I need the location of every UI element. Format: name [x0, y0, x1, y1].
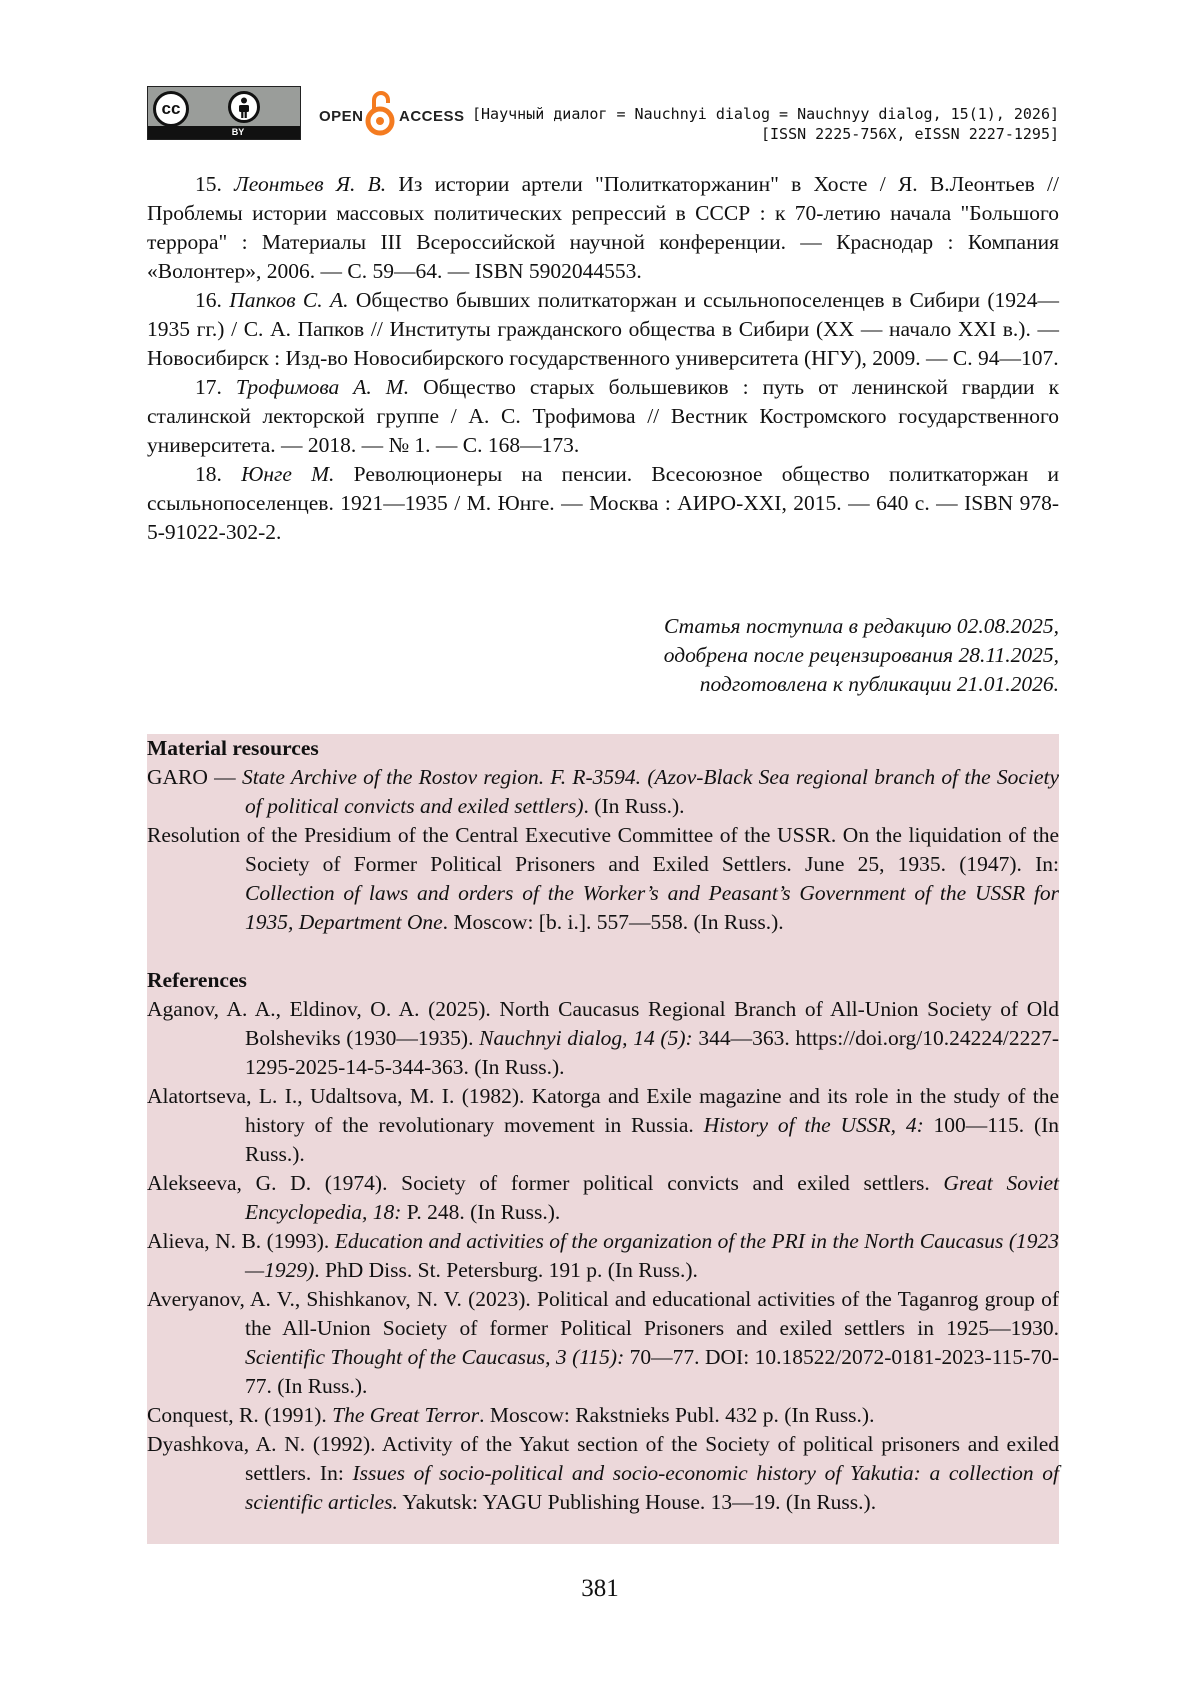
- reference-author: Трофимова А. М.: [235, 375, 410, 399]
- open-access-right-word: ACCESS: [399, 108, 465, 125]
- reference-entry: [147, 1082, 1059, 1169]
- approved-date: одобрена после рецензирования 28.11.2025,: [663, 643, 1059, 667]
- section-gap: [147, 937, 1059, 966]
- reference-entry: [147, 1285, 1059, 1401]
- reference-entry: [147, 1169, 1059, 1227]
- ref-italic: Issues of socio-political and socio-economic history of Yakutia: a collection of scientific articles.: [245, 1461, 1059, 1514]
- material-resource-item: [147, 821, 1059, 937]
- english-references-panel: [147, 734, 1059, 1544]
- ref-italic: The Great Terror: [332, 1403, 480, 1427]
- open-lock-icon: [365, 88, 395, 138]
- reference-entry: [147, 995, 1059, 1082]
- prepared-date: подготовлена к публикации 21.01.2026.: [699, 672, 1059, 696]
- received-date: Статья поступила в редакцию 02.08.2025,: [663, 614, 1059, 638]
- ref-text: Resolution of the Presidium of the Central Executive Committee of the USSR. On the liquidation of the Society of Former Political Prisoners and Exiled Settlers. June 25, 1935. (1947). In:: [147, 823, 1059, 876]
- reference-item-18: [147, 460, 1059, 547]
- license-by-label: BY: [148, 126, 300, 139]
- ref-italic: Scientific Thought of the Caucasus, 3 (115):: [245, 1345, 625, 1369]
- journal-citation: [472, 104, 1059, 144]
- ref-text: 70—77. DOI: 10.18522/2072-0181-2023-115-70-77. (In Russ.).: [245, 1345, 1059, 1398]
- ref-text: GARO —: [147, 765, 242, 789]
- references-title: References: [147, 968, 247, 992]
- ref-text: Conquest, R. (1991).: [147, 1403, 333, 1427]
- ref-text: P. 248. (In Russ.).: [401, 1200, 561, 1224]
- ref-text: . Moscow: Rakstnieks Publ. 432 p. (In Russ.).: [479, 1403, 875, 1427]
- reference-text: Общество бывших политкаторжан и ссыльнопоселенцев в Сибири (1924—1935 гг.) / С. А. Папков // Институты гражданского общества в Сибири (XX — начало XXI в.). — Новосибирск : Изд-во Новосибирского государственного университета (НГУ), 2009. — С. 94—107.: [147, 288, 1060, 370]
- reference-number: 15.: [195, 172, 222, 196]
- material-resource-item: [147, 763, 1059, 821]
- ref-text: 344—363. https://doi.org/10.24224/2227-1295-2025-14-5-344-363. (In Russ.).: [245, 1026, 1059, 1079]
- reference-item-15: [147, 170, 1059, 286]
- ref-italic: Collection of laws and orders of the Worker’s and Peasant’s Government of the USSR for 1935, Department One: [245, 881, 1059, 934]
- reference-author: Леонтьев Я. В.: [234, 172, 387, 196]
- reference-item-16: [147, 286, 1059, 373]
- ref-text: . (In Russ.).: [583, 794, 685, 818]
- ref-text: Alatortseva, L. I., Udaltsova, M. I. (1982). Katorga and Exile magazine and its role in the study of the history of the revolutionary movement in Russia.: [147, 1084, 1059, 1137]
- journal-title-line: [Научный диалог = Nauchnyi dialog = Nauchnyy dialog, 15(1), 2026]: [472, 105, 1059, 123]
- ref-italic: Education and activities of the organization of the PRI in the North Caucasus (1923—1929): [245, 1229, 1059, 1282]
- ref-text: Alekseeva, G. D. (1974). Society of former political convicts and exiled settlers.: [147, 1171, 944, 1195]
- reference-number: 16.: [195, 288, 222, 312]
- reference-entry: [147, 1401, 1059, 1430]
- ref-text: . PhD Diss. St. Petersburg. 191 p. (In Russ.).: [314, 1258, 698, 1282]
- reference-author: Папков С. А.: [229, 288, 349, 312]
- journal-issn-line: [ISSN 2225-756X, eISSN 2227-1295]: [760, 125, 1059, 143]
- ref-italic: History of the USSR, 4:: [703, 1113, 924, 1137]
- reference-number: 18.: [195, 462, 222, 486]
- ref-text: . Moscow: [b. i.]. 557—558. (In Russ.).: [442, 910, 784, 934]
- attribution-person-icon: [228, 91, 260, 123]
- russian-reference-list: [147, 170, 1059, 547]
- open-access-left-word: OPEN: [319, 108, 364, 125]
- reference-entry: [147, 1227, 1059, 1285]
- reference-text: Революционеры на пенсии. Всесоюзное общество политкаторжан и ссыльнопоселенцев. 1921—1935 / М. Юнге. — Москва : АИРО-XXI, 2015. — 640 с. — ISBN 978-5-91022-302-2.: [147, 462, 1059, 544]
- reference-item-17: [147, 373, 1059, 460]
- reference-text: Общество старых большевиков : путь от ленинской гвардии к сталинской лекторской группе / А. С. Трофимова // Вестник Костромского государственного университета. — 2018. — № 1. — С. 168—173.: [147, 375, 1060, 457]
- reference-number: 17.: [195, 375, 222, 399]
- ref-italic: Nauchnyi dialog, 14 (5):: [479, 1026, 693, 1050]
- ref-text: Yakutsk: YAGU Publishing House. 13—19. (In Russ.).: [397, 1490, 877, 1514]
- ref-text: Dyashkova, A. N. (1992). Activity of the Yakut section of the Society of political prisoners and exiled settlers. In:: [147, 1432, 1059, 1485]
- ref-text: 100—115. (In Russ.).: [245, 1113, 1060, 1166]
- ref-text: Aganov, A. A., Eldinov, O. A. (2025). North Caucasus Regional Branch of All-Union Society of Old Bolsheviks (1930—1935).: [147, 997, 1059, 1050]
- material-resources-title: Material resources: [147, 736, 319, 760]
- ref-italic: Great Soviet Encyclopedia, 18:: [245, 1171, 1059, 1224]
- reference-entry: [147, 1430, 1059, 1517]
- ref-text: Averyanov, A. V., Shishkanov, N. V. (2023). Political and educational activities of the Taganrog group of the All-Union Society of former Political Prisoners and exiled settlers in 1925—1930.: [147, 1287, 1059, 1340]
- cc-by-license-badge[interactable]: [147, 86, 301, 140]
- open-access-logo[interactable]: [319, 88, 469, 140]
- ref-italic: State Archive of the Rostov region. F. R-3594. (Azov-Black Sea regional branch of the Society of political convicts and exiled settlers): [241, 765, 1060, 818]
- creative-commons-icon: cc: [153, 91, 189, 127]
- page-header: [147, 86, 1059, 146]
- reference-text: Из истории артели "Политкаторжанин" в Хосте / Я. В.Леонтьев // Проблемы истории массовых политических репрессий в СССР : к 70-летию начала "Большого террора" : Материалы III Всероссийской научной конференции. — Краснодар : Компания «Волонтер», 2006. — С. 59—64. — ISBN 5902044553.: [147, 172, 1059, 283]
- publication-dates: [664, 612, 1059, 699]
- reference-author: Юнге М.: [241, 462, 335, 486]
- page-number: 381: [581, 1575, 619, 1602]
- ref-text: Alieva, N. B. (1993).: [147, 1229, 335, 1253]
